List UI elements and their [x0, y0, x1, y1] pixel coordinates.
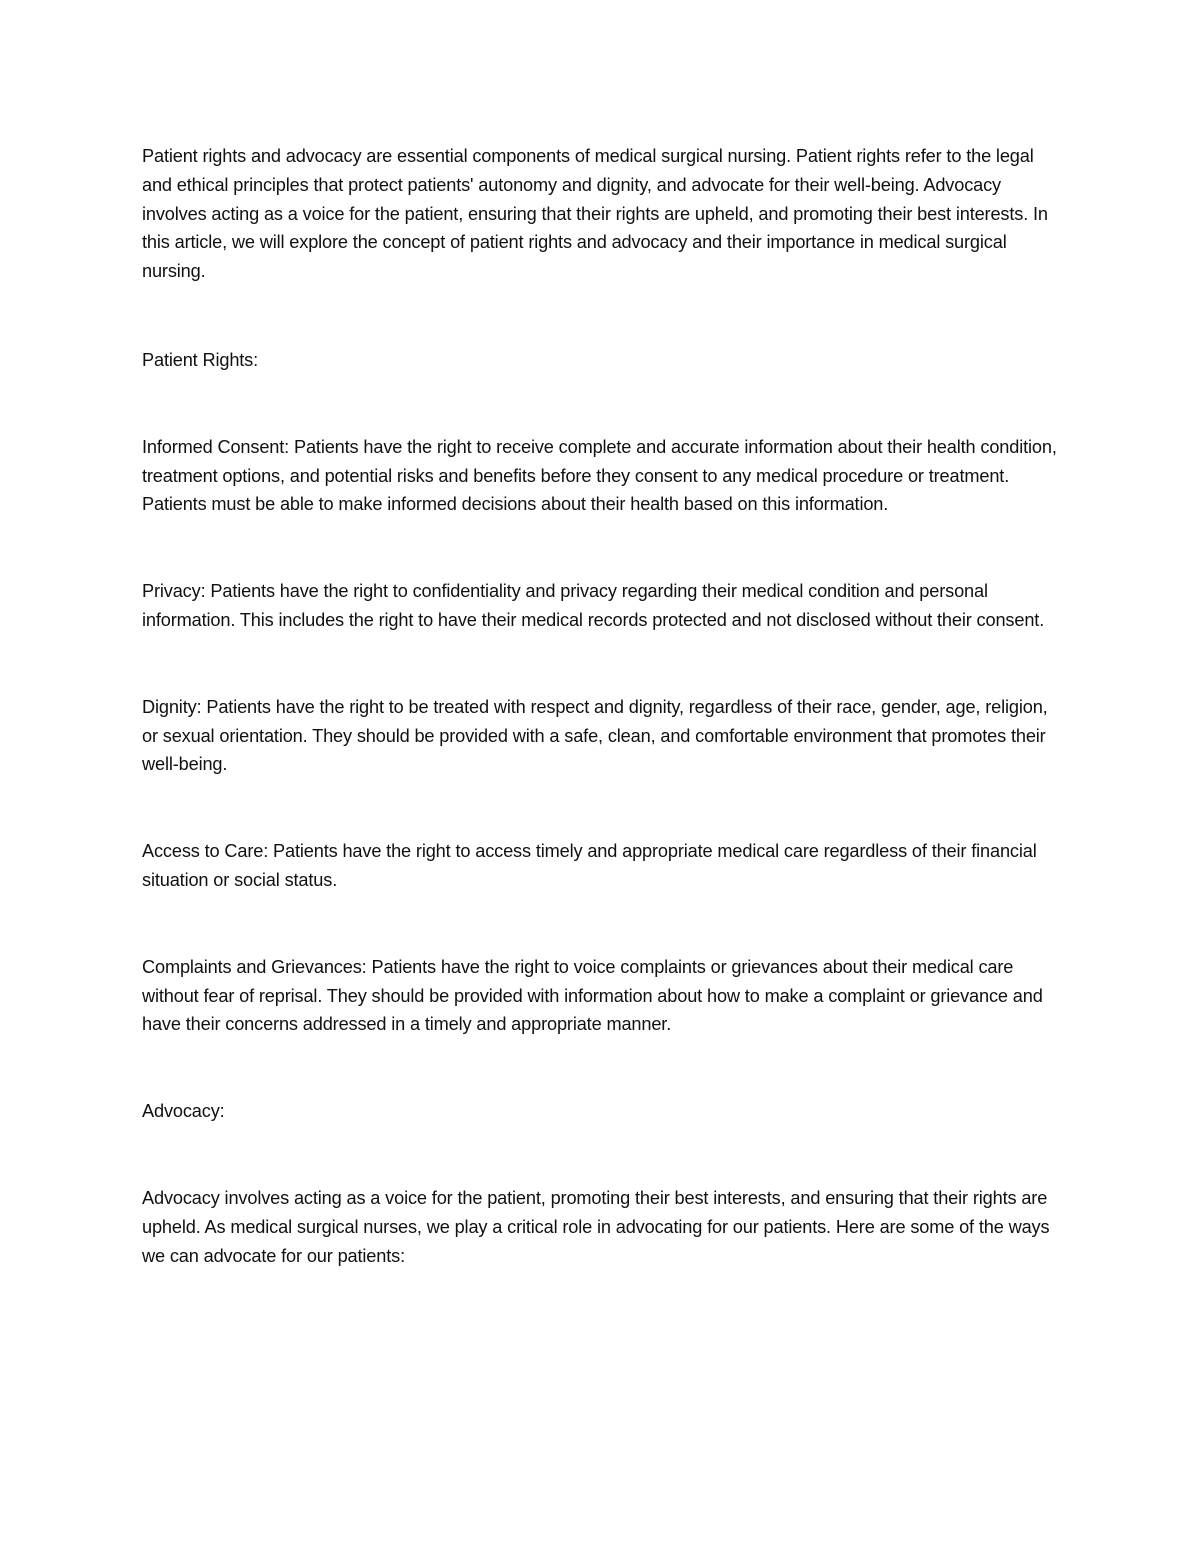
informed-consent-paragraph: Informed Consent: Patients have the right to receive complete and accurate information about their health condition, treatment options, and potential risks and benefits before they consent to any medical procedure or treatment. Patients must be able to make informed decisions about their health based on this information. — [142, 436, 1057, 515]
complaints-grievances-paragraph: Complaints and Grievances: Patients have the right to voice complaints or grievances about their medical care without fear of reprisal. They should be provided with information about how to make a complaint or grievance and have their concerns addressed in a timely and appropriate manner. — [142, 956, 1043, 1035]
intro-paragraph: Patient rights and advocacy are essential components of medical surgical nursing. Patient rights refer to the legal and ethical principles that protect patients' autonomy and dignity, and advocate for their well-being. Advocacy involves acting as a voice for the patient, ensuring that their rights are upheld, and promoting their best interests. In this article, we will explore the concept of patient rights and advocacy and their importance in medical surgical nursing. — [142, 146, 1048, 282]
privacy-paragraph: Privacy: Patients have the right to confidentiality and privacy regarding their medical condition and personal information. This includes the right to have their medical records protected and not disclosed without their consent. — [142, 581, 1045, 630]
access-to-care-paragraph: Access to Care: Patients have the right to access timely and appropriate medical care regardless of their financial situation or social status. — [142, 841, 1037, 890]
advocacy-paragraph: Advocacy involves acting as a voice for the patient, promoting their best interests, and ensuring that their rights are upheld. As medical surgical nurses, we play a critical role in advocating for our patients. Here are some of the ways we can advocate for our patients: — [142, 1187, 1050, 1266]
patient-rights-heading: Patient Rights: — [142, 349, 259, 370]
document-body — [142, 142, 1067, 1270]
dignity-paragraph: Dignity: Patients have the right to be treated with respect and dignity, regardless of their race, gender, age, religion, or sexual orientation. They should be provided with a safe, clean, and comfortable environment that promotes their well-being. — [142, 696, 1048, 775]
advocacy-heading: Advocacy: — [142, 1101, 225, 1122]
